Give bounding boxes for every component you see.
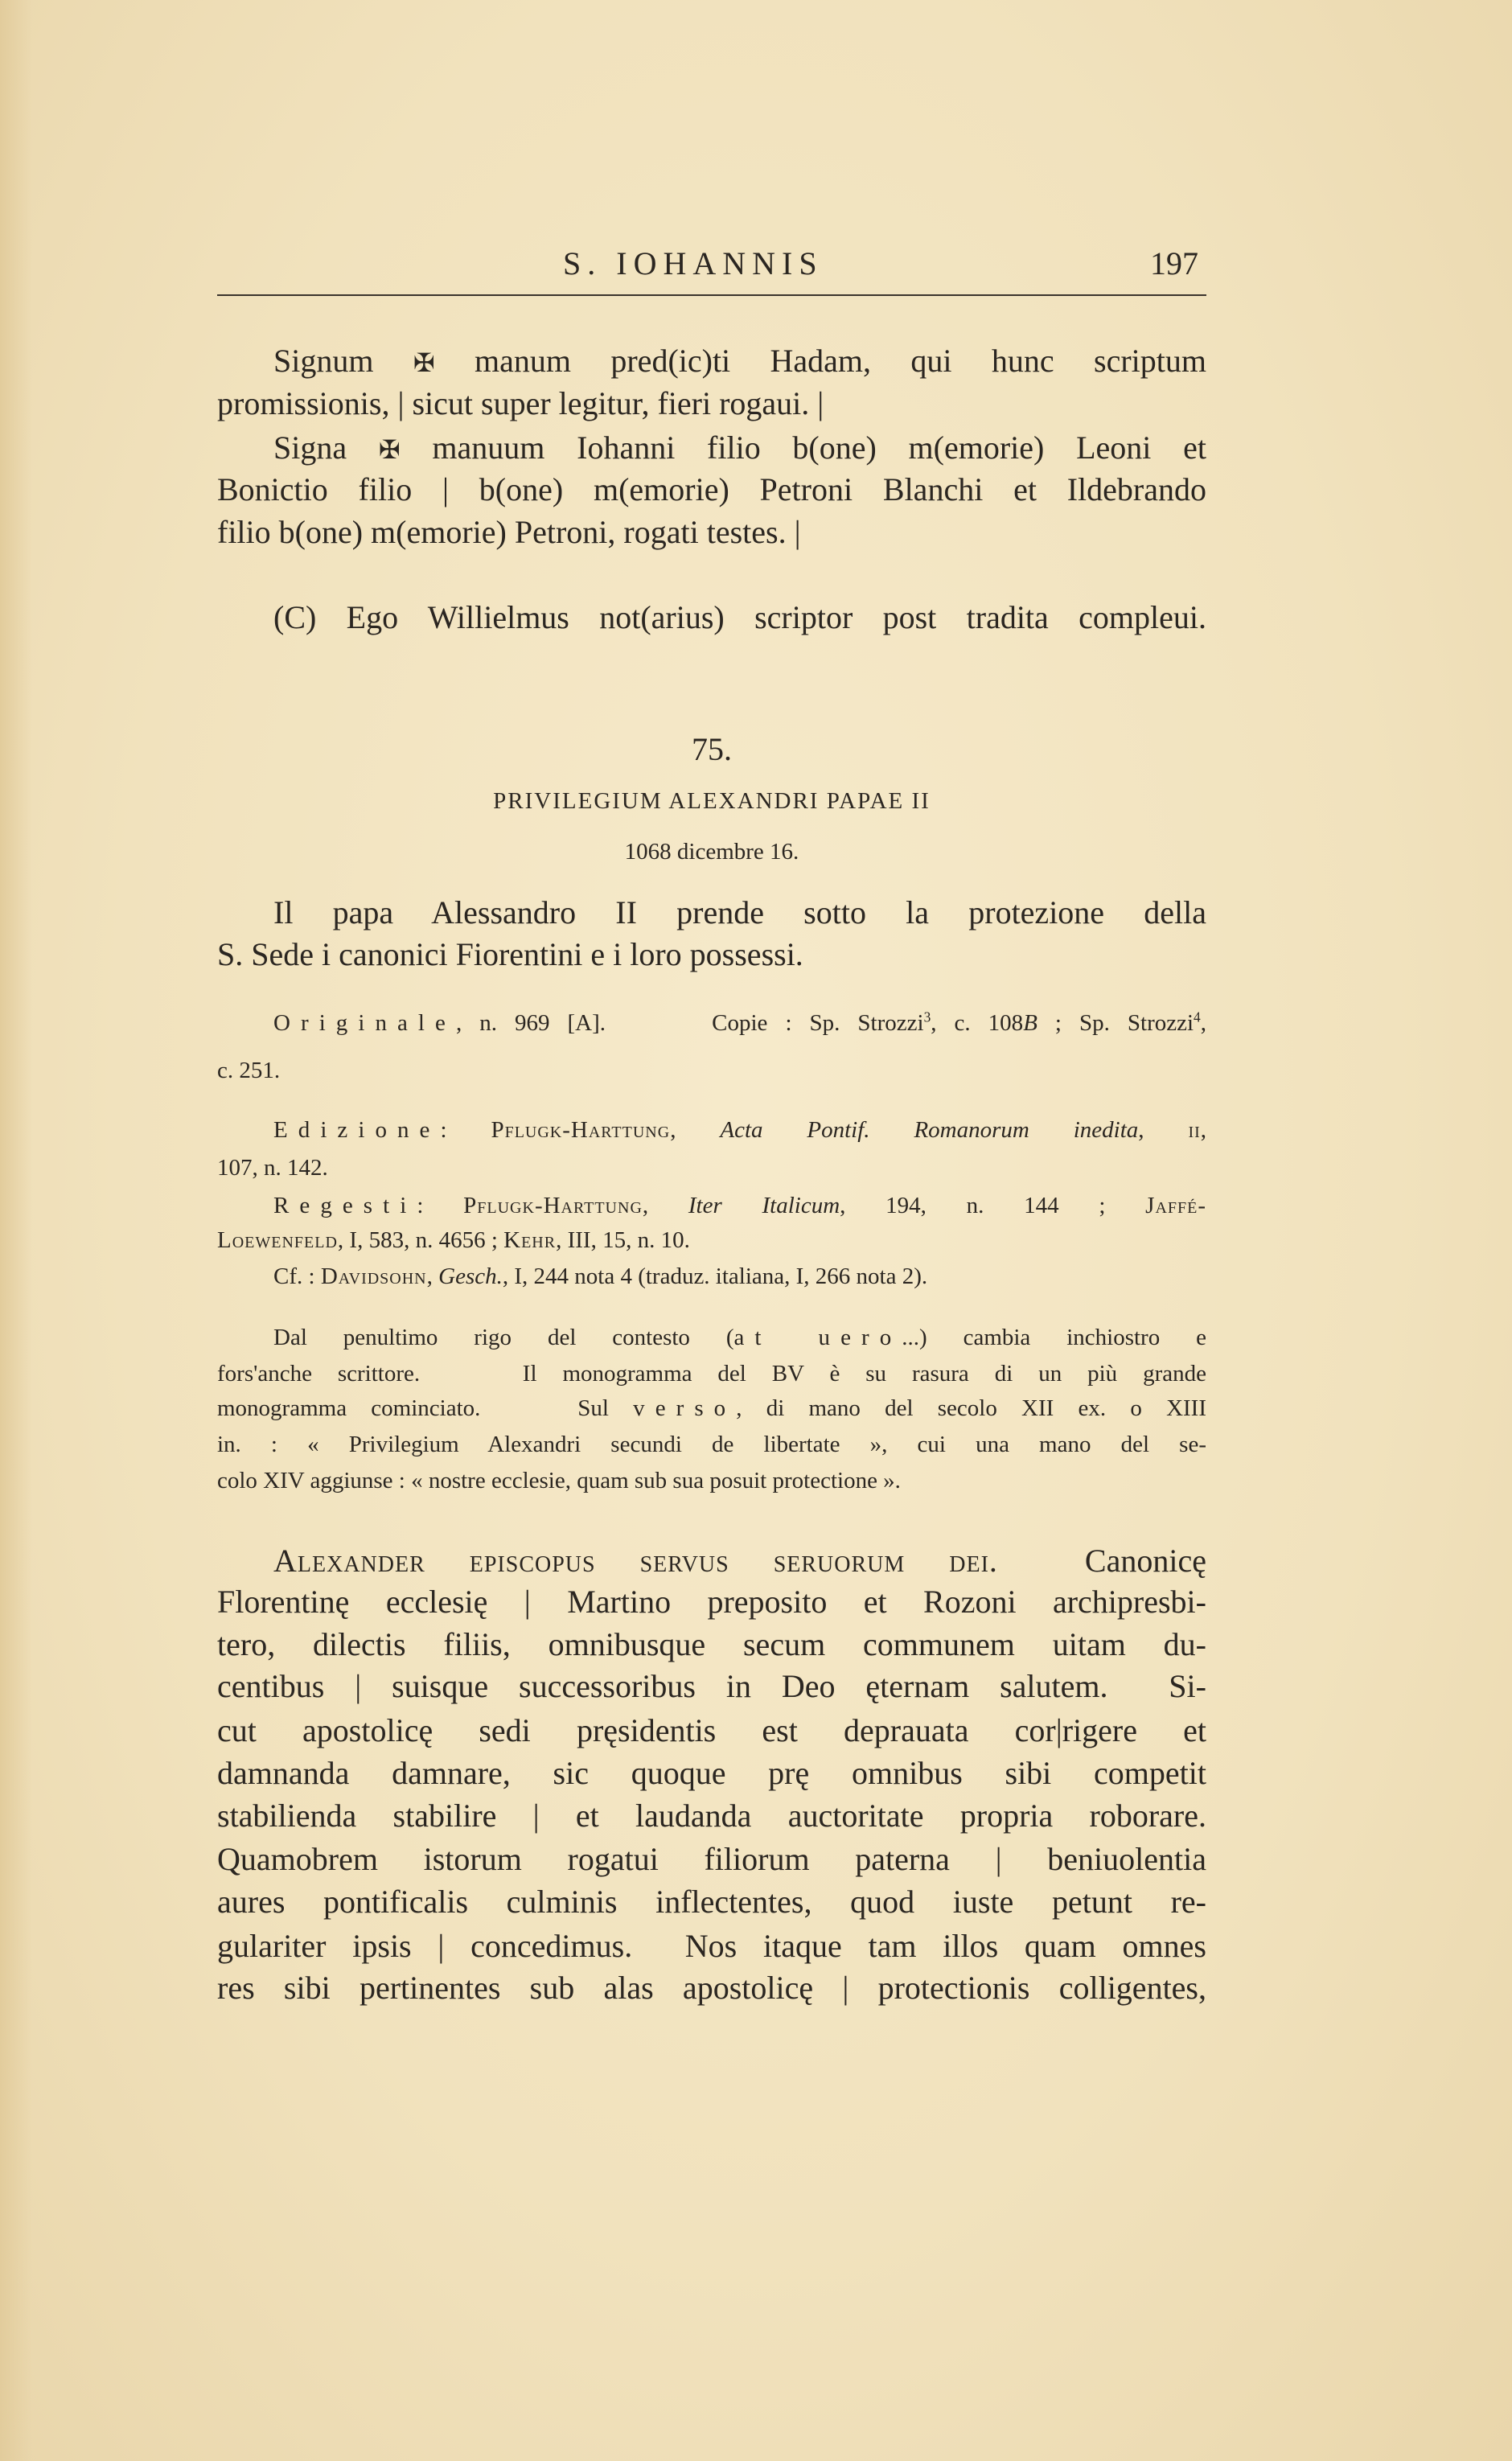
text-line (217, 1927, 1206, 1966)
text-segment: , (670, 1117, 721, 1143)
apparatus-line (217, 1056, 1206, 1085)
small-caps-text: Pflugk-Harttung (491, 1117, 671, 1143)
text-segment: , I, 583, n. 4656 ; (337, 1227, 504, 1253)
spaced-text: Regesti (273, 1193, 417, 1218)
text-segment: , (642, 1193, 688, 1218)
superscript: 3 (923, 1009, 931, 1025)
italic-text: Acta Pontif. Romanorum inedita (720, 1117, 1139, 1143)
text-segment: colo XIV aggiunse : « nostre ecclesie, quam sub sua posuit protectione ». (217, 1468, 901, 1493)
text-line (273, 1542, 1206, 1580)
text-segment: stabilienda stabilire | et laudanda auctoritate propria roborare. (217, 1797, 1206, 1834)
signum-cross-icon: ✠ (413, 348, 435, 377)
witness-line (217, 384, 1206, 423)
text-segment: ...) cambia inchiostro e (902, 1325, 1206, 1350)
text-segment: fors'anche scrittore. Il monogramma del BV è su rasura di un più grande (217, 1361, 1206, 1387)
text-segment: Quamobrem istorum rogatui filiorum paterna | beniuolentia (217, 1841, 1206, 1877)
text-segment: in. : « Privilegium Alexandri secundi de libertate », cui una mano del se- (217, 1432, 1206, 1457)
header-rule (217, 294, 1206, 296)
text-segment: S. Sede i canonici Fiorentini e i loro possessi. (217, 936, 803, 972)
italic-text: Iter Italicum (688, 1193, 840, 1218)
text-segment: Bonictio filio | b(one) m(emorie) Petroni Blanchi et Ildebrando (217, 471, 1206, 507)
small-caps-text: Kehr (503, 1227, 557, 1253)
witness-line (217, 513, 1206, 552)
text-line (217, 1840, 1206, 1879)
text-segment: filio b(one) m(emorie) Petroni, rogati testes. | (217, 514, 801, 550)
summary-line (273, 894, 1206, 932)
apparatus-line (273, 1191, 1206, 1220)
text-line (217, 1583, 1206, 1621)
text-segment: cut apostolicę sedi pręsidentis est deprauata cor|rigere et (217, 1712, 1206, 1748)
text-segment: 107, n. 142. (217, 1155, 328, 1181)
text-segment: , di mano del secolo XII ex. o XIII (736, 1395, 1207, 1421)
document-title: PRIVILEGIUM ALEXANDRI PAPAE II (493, 788, 931, 814)
text-line (217, 1883, 1206, 1921)
spaced-text: Originale (273, 1010, 456, 1036)
apparatus-line (273, 1009, 1206, 1037)
text-segment: Il papa Alessandro II prende sotto la protezione della (273, 894, 1206, 931)
text-segment: (C) Ego Willielmus not(arius) scriptor post tradita compleui. (273, 599, 1206, 635)
text-segment: : (417, 1193, 464, 1218)
apparatus-line (273, 1262, 1206, 1291)
note-line (217, 1430, 1206, 1459)
small-caps-text: Pflugk-Harttung (463, 1193, 643, 1218)
text-segment: Dal penultimo rigo del contesto ( (273, 1325, 734, 1350)
text-segment: Signa (273, 429, 379, 466)
text-segment: , n. 969 [A]. Copie : Sp. Strozzi (455, 1010, 924, 1036)
text-line (217, 1797, 1206, 1835)
small-caps-text: Alexander episcopus servus seruorum dei. (273, 1543, 998, 1579)
witness-line (217, 470, 1206, 509)
text-segment: monogramma cominciato. Sul (217, 1395, 634, 1421)
apparatus-line (217, 1226, 1206, 1255)
note-line (273, 1323, 1206, 1352)
signum-cross-icon: ✠ (378, 435, 401, 464)
witness-line (273, 429, 1206, 469)
text-segment: ; Sp. Strozzi (1037, 1010, 1194, 1036)
apparatus-line (273, 1115, 1206, 1144)
text-segment: manuum Iohanni filio b(one) m(emorie) Leoni et (400, 429, 1206, 466)
text-segment: aures pontificalis culminis inflectentes, quod iuste petunt re- (217, 1884, 1206, 1920)
running-title: S. IOHANNIS (563, 245, 824, 281)
text-segment: , I, 244 nota 4 (traduz. italiana, I, 266 nota 2). (502, 1263, 928, 1289)
text-segment: Florentinę ecclesię | Martino preposito et Rozoni archipresbi- (217, 1584, 1206, 1620)
text-segment: tero, dilectis filiis, omnibusque secum communem uitam du- (217, 1626, 1206, 1662)
text-segment: gulariter ipsis | concedimus. Nos itaque tam illos quam omnes (217, 1928, 1206, 1964)
text-segment: Signum (273, 343, 413, 379)
text-segment: , (426, 1263, 439, 1289)
text-segment: promissionis, | sicut super legitur, fieri rogaui. | (217, 385, 824, 421)
page-edge-shadow (0, 0, 32, 2461)
text-line (217, 1667, 1206, 1706)
text-segment: manum pred(ic)ti Hadam, qui hunc scriptum (434, 343, 1206, 379)
page-number: 197 (1150, 245, 1198, 281)
small-caps-text: ii (1188, 1117, 1201, 1143)
note-line (217, 1466, 1206, 1495)
spaced-text: Edizione (273, 1117, 441, 1143)
italic-text: B (1023, 1010, 1037, 1036)
apparatus-line (217, 1153, 1206, 1182)
italic-text: Gesch. (438, 1263, 503, 1289)
small-caps-text: Loewenfeld (217, 1227, 338, 1253)
small-caps-text: Davidsohn (320, 1263, 427, 1289)
note-line (217, 1359, 1206, 1388)
text-line (217, 1711, 1206, 1750)
text-segment: damnanda damnare, sic quoque prę omnibus sibi competit (217, 1755, 1206, 1791)
text-segment: , (1138, 1117, 1189, 1143)
summary-line (217, 935, 1206, 974)
text-segment: centibus | suisque successoribus in Deo ęternam salutem. Si- (217, 1668, 1206, 1704)
text-line (217, 1625, 1206, 1664)
text-segment: c. 251. (217, 1058, 281, 1083)
notary-colophon (273, 598, 1206, 637)
small-caps-text: Jaffé- (1145, 1193, 1207, 1218)
text-line (217, 1754, 1206, 1793)
text-segment: , 194, n. 144 ; (840, 1193, 1146, 1218)
text-segment: , c. 108 (931, 1010, 1024, 1036)
spaced-text: verso (633, 1395, 737, 1421)
text-segment: , III, 15, n. 10. (556, 1227, 690, 1253)
document-date: 1068 dicembre 16. (624, 839, 799, 865)
superscript: 4 (1194, 1009, 1201, 1025)
witness-line (273, 342, 1206, 382)
text-segment: , (1200, 1010, 1206, 1036)
text-segment: Cf. : (273, 1263, 321, 1289)
document-number: 75. (692, 731, 732, 767)
text-line (217, 1969, 1206, 2007)
text-segment: res sibi pertinentes sub alas apostolicę | protectionis colligentes, (217, 1970, 1206, 2006)
text-segment: Canonicę (997, 1543, 1206, 1579)
text-segment: : (440, 1117, 491, 1143)
text-segment: , (1200, 1117, 1207, 1143)
note-line (217, 1394, 1206, 1423)
spaced-text: at uero (733, 1325, 902, 1350)
